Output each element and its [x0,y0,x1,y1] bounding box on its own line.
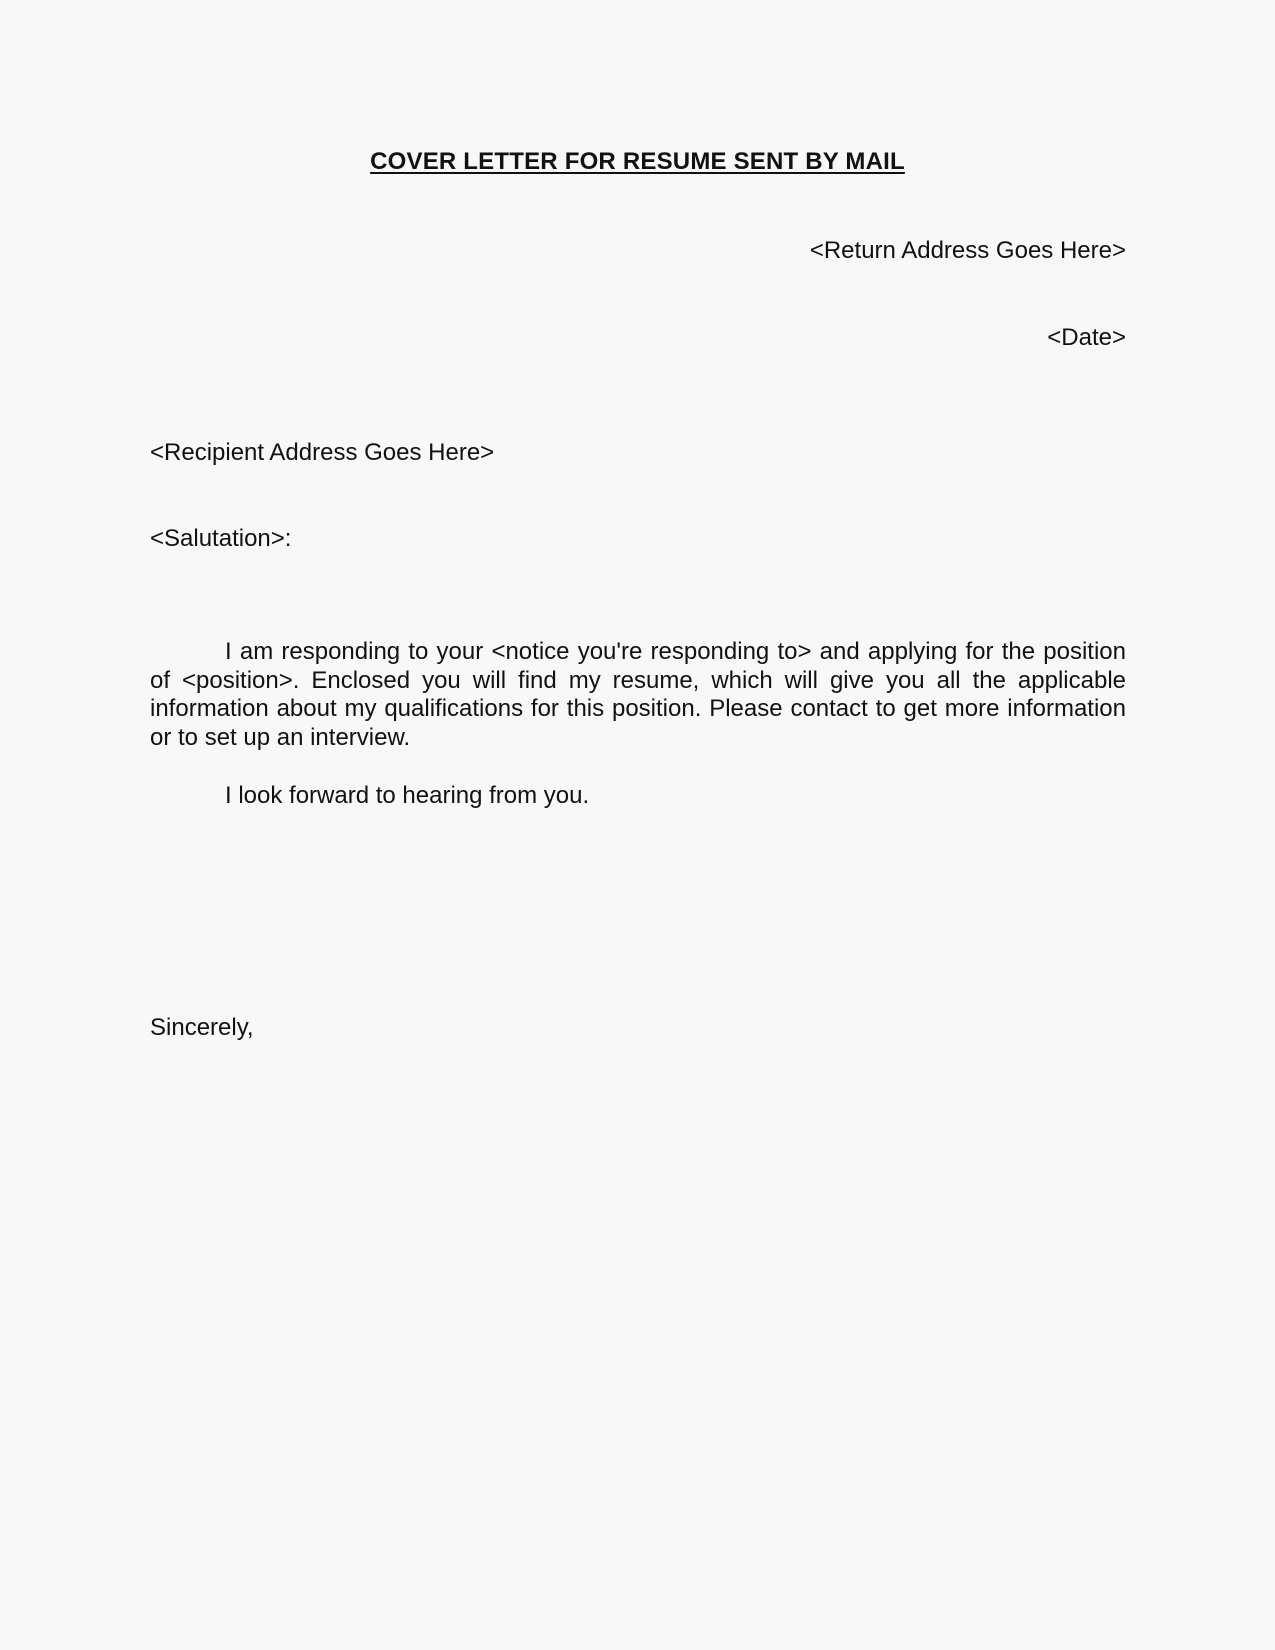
document-title: COVER LETTER FOR RESUME SENT BY MAIL [370,148,905,175]
recipient-address: <Recipient Address Goes Here> [150,439,495,466]
body-paragraph-1: I am responding to your <notice you're responding to> and applying for the position of <position>. Enclosed you will find my resume, which will give you all the applicable information about my qualifications for this position. Please contact to get more information or to set up an interview. [150,638,1126,751]
date-line: <Date> [1047,324,1126,351]
closing: Sincerely, [150,1014,254,1041]
return-address: <Return Address Goes Here> [809,237,1126,264]
body-paragraph-2: I look forward to hearing from you. [225,782,590,809]
salutation: <Salutation>: [150,525,292,552]
